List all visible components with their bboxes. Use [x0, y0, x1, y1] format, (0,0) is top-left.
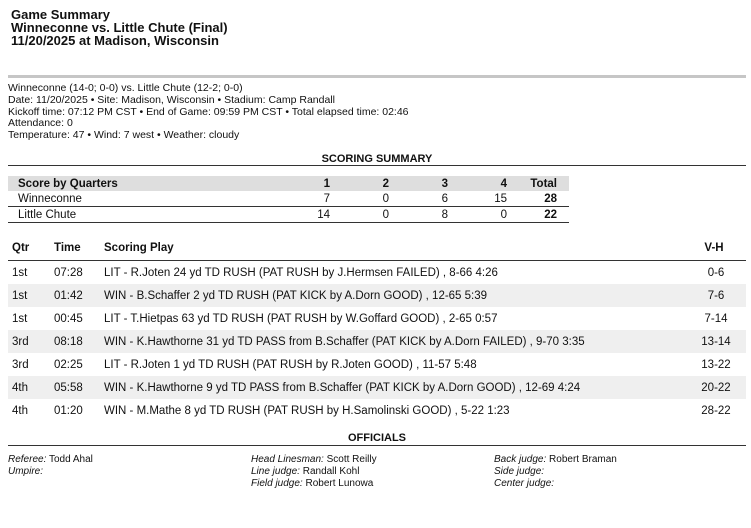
official-name: Randall Kohl — [302, 466, 360, 477]
team-score-row — [8, 207, 569, 223]
game-info — [8, 83, 409, 142]
quarters-label: Score by Quarters — [8, 176, 272, 191]
total-score: 22 — [507, 207, 569, 223]
officials-column-2 — [251, 454, 377, 490]
play-description: WIN - M.Mathe 8 yd TD RUSH (PAT RUSH by H.Samolinski GOOD) , 5-22 1:23 — [104, 404, 510, 417]
official-entry — [494, 478, 617, 490]
play-qtr: 4th — [12, 404, 28, 417]
play-description: WIN - K.Hawthorne 9 yd TD PASS from B.Schaffer (PAT KICK by A.Dorn GOOD) , 12-69 4:24 — [100, 376, 682, 399]
scoring-summary-title: SCORING SUMMARY — [321, 153, 433, 165]
play-score: 7-14 — [704, 312, 728, 325]
official-entry — [494, 454, 617, 466]
table-row — [8, 330, 746, 353]
score-by-quarters-table — [8, 176, 569, 223]
quarter-score: 14 — [272, 207, 330, 223]
play-qtr: 4th — [8, 376, 50, 399]
play-time: 08:18 — [50, 330, 100, 353]
table-row — [8, 353, 746, 376]
info-teams: Winneconne (14-0; 0-0) vs. Little Chute (12-2; 0-0) — [8, 82, 243, 94]
play-time: 07:28 — [54, 266, 83, 279]
play-qtr: 3rd — [8, 330, 50, 353]
quarter-header: 3 — [389, 176, 448, 191]
play-score: 28-22 — [701, 404, 731, 417]
play-time: 01:20 — [54, 404, 83, 417]
info-attendance: Attendance: 0 — [8, 117, 73, 130]
official-entry — [8, 454, 93, 466]
play-description: LIT - R.Joten 24 yd TD RUSH (PAT RUSH by J.Hermsen FAILED) , 8-66 4:26 — [104, 266, 498, 279]
official-role: Umpire: — [8, 466, 44, 477]
scoring-plays-header-row — [8, 236, 746, 261]
table-row — [8, 261, 746, 285]
play-score: 7-6 — [682, 284, 746, 307]
official-name: Robert Braman — [549, 454, 617, 465]
header-divider — [8, 75, 746, 78]
matchup-title: Winneconne vs. Little Chute (Final) — [11, 20, 228, 35]
official-entry — [251, 466, 377, 478]
table-row — [8, 284, 746, 307]
play-time: 02:25 — [54, 358, 83, 371]
info-weather: Temperature: 47 • Wind: 7 west • Weather: cloudy — [8, 129, 240, 142]
quarter-header: 4 — [448, 176, 507, 191]
time-column-header: Time — [50, 236, 100, 261]
page-title: Game Summary — [11, 7, 110, 22]
official-entry — [494, 466, 617, 478]
table-row — [8, 307, 746, 330]
official-role: Side judge: — [494, 466, 545, 477]
table-row — [8, 399, 746, 422]
official-role: Center judge: — [494, 478, 555, 489]
info-times: Kickoff time: 07:12 PM CST • End of Game: 09:59 PM CST • Total elapsed time: 02:46 — [8, 105, 409, 118]
play-time: 00:45 — [54, 312, 83, 325]
play-score: 13-22 — [701, 358, 731, 371]
quarters-header-row — [8, 176, 569, 191]
play-time: 05:58 — [50, 376, 100, 399]
official-entry — [251, 478, 377, 490]
play-qtr: 3rd — [12, 358, 29, 371]
game-summary-header — [11, 8, 228, 47]
quarter-score: 6 — [389, 191, 448, 207]
play-score: 13-14 — [682, 330, 746, 353]
play-score: 0-6 — [707, 266, 725, 279]
quarter-score: 7 — [272, 191, 330, 207]
officials-column-3 — [494, 454, 617, 490]
official-role: Field judge: — [251, 478, 303, 489]
team-score-row — [8, 191, 569, 207]
scoring-plays-table — [8, 236, 746, 422]
table-row — [8, 376, 746, 399]
play-score: 20-22 — [682, 376, 746, 399]
officials-divider — [8, 445, 746, 446]
official-name: Robert Lunowa — [305, 478, 374, 489]
info-date-site: Date: 11/20/2025 • Site: Madison, Wisconsin • Stadium: Camp Randall — [8, 93, 335, 106]
official-role: Referee: — [8, 454, 47, 465]
date-site-title: 11/20/2025 at Madison, Wisconsin — [11, 33, 219, 48]
official-role: Head Linesman: — [251, 454, 324, 465]
quarter-score: 15 — [448, 191, 507, 207]
official-name: Scott Reilly — [326, 454, 377, 465]
official-entry — [251, 454, 377, 466]
quarter-score: 0 — [330, 191, 389, 207]
quarter-header: 2 — [330, 176, 389, 191]
official-role: Line judge: — [251, 466, 300, 477]
play-qtr: 1st — [12, 312, 28, 325]
quarter-score: 8 — [389, 207, 448, 223]
quarter-header: 1 — [272, 176, 330, 191]
official-name: Todd Ahal — [48, 454, 93, 465]
play-column-header: Scoring Play — [100, 236, 682, 261]
officials-title: OFFICIALS — [347, 432, 407, 444]
team-name: Little Chute — [8, 207, 272, 223]
qtr-column-header: Qtr — [8, 236, 50, 261]
play-qtr: 1st — [8, 284, 50, 307]
total-header: Total — [507, 176, 569, 191]
play-description: WIN - B.Schaffer 2 yd TD RUSH (PAT KICK by A.Dorn GOOD) , 12-65 5:39 — [100, 284, 682, 307]
play-description: WIN - K.Hawthorne 31 yd TD PASS from B.Schaffer (PAT KICK by A.Dorn FAILED) , 9-70 3:35 — [100, 330, 682, 353]
play-time: 01:42 — [50, 284, 100, 307]
play-qtr: 1st — [12, 266, 28, 279]
officials-column-1 — [8, 454, 93, 478]
quarter-score: 0 — [448, 207, 507, 223]
team-name: Winneconne — [8, 191, 272, 207]
vh-column-header: V-H — [682, 236, 746, 261]
play-description: LIT - T.Hietpas 63 yd TD RUSH (PAT RUSH by W.Goffard GOOD) , 2-65 0:57 — [104, 312, 498, 325]
play-description: LIT - R.Joten 1 yd TD RUSH (PAT RUSH by R.Joten GOOD) , 11-57 5:48 — [104, 358, 477, 371]
total-score: 28 — [507, 191, 569, 207]
official-role: Back judge: — [494, 454, 547, 465]
quarter-score: 0 — [330, 207, 389, 223]
scoring-summary-divider — [8, 165, 746, 166]
official-entry — [8, 466, 93, 478]
